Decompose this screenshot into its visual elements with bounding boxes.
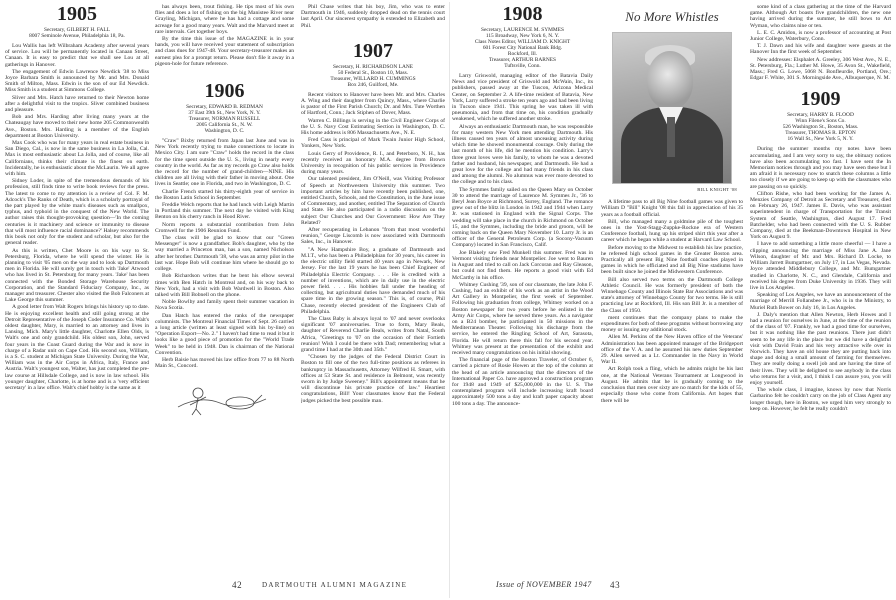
officer-line: Treasurer, ARTHUR BARNES: [488, 57, 557, 63]
note-paragraph: New addresses: Elsphalet A. Greeley, 306 West Ave., N. E., St. Petersburg, Fla.; Luther M. Howe, 35 Avon St., Wakefield, Mass.; Fred G. Lowe, 5068 N. Bonfleurdie, Portland, Ore.; Edgar F. White, 301 S. Morningside Ave., Albuquerque, N. M.: [750, 56, 891, 82]
note-paragraph: L. E. C. Amidon, is now a professor of accounting at Post Junior College, Waterbury, Conn.: [750, 29, 891, 43]
column-2: [155, 4, 294, 574]
officer-block: [750, 112, 891, 142]
officer-line: Secretary, LAURENCE M. SYMMES: [480, 27, 565, 33]
page-gutter: [449, 2, 450, 598]
class-notes: [452, 73, 593, 407]
class-notes-continued: [750, 4, 891, 81]
magazine-name: DARTMOUTH ALUMNI MAGAZINE: [262, 581, 408, 589]
note-paragraph: The financial page of the Boston Traveler, of October 6, carried a picture of Rosie Howen at the top of the column at the head of an article announcing that the directors of the International Paper Co. have approved a construction program for 1948 and 1949 of $25,000,000 in the U. S. The contemplated program will include increasing kraft board approximately 500 tons a day and kraft paper capacity about 100 tons a day. The announce-: [452, 357, 593, 407]
note-paragraph: Max Cook who was for many years in real estate business in San Diego, Cal., is now in the same business in La Jolla, Cal. Max is most enthusiastic about La Jolla, and of course, like all Californians, thinks their climate is the finest on earth. Incidentally, he is enthusiastic about the McLaurin. We all agree with him.: [5, 140, 149, 178]
class-notes-continued: [155, 4, 294, 67]
note-paragraph: has always been, trout fishing. He tips most of his own flies and does a lot of fishing on the big Manistee River near Grayling, Michigan, where he has had a cottage and some acreage for a good many years. Walt and the Marvard meet at rare intervals. Get together boys.: [155, 4, 294, 35]
officer-line: 526 Washington St., Boston, Mass.: [782, 124, 859, 131]
column-3: [301, 4, 445, 574]
note-paragraph: The class will be glad to know that our "Green Messenger" is now a grandfather. Bob's daughter, who by the way married a Princeton man, has a son, named Nicholson after her brother. Dartmouth '38, who was an army pilot in the last war. Hope Bob will continue him where he should go to college.: [155, 235, 294, 273]
class-notes: [5, 43, 149, 391]
note-paragraph: ment continues that the company plans to make the expenditures for both of these programs without borrowing any money or issuing any additional stock.: [601, 314, 743, 334]
class-year-1907: 1907: [353, 39, 393, 62]
officer-line: Rockford, Ill.: [507, 51, 538, 57]
officer-line: 2005 California St., N. W.: [196, 122, 253, 129]
note-paragraph: Bill, who managed many a goldmine pile of the toughest ones in the Yost-Stagg-Zuppke-Rockne era of Western Conference football, hung up his striped shirt this year after a career which he began while a student at Harvard Law School.: [601, 218, 743, 244]
note-paragraph: Clifton Rishe, who had been working for the James A. Menzies Company of Detroit as Secretary and Treasurer, died on February 26, 1947. James E. Davis, who was assistant superintendent in charge of Transportation for the Transit System of Seattle, Washington, died August 17. Fred Batchelder, who had been connected with the U. S. Rubber Company, died at the Beekman-Downtown Hospital in New York on August 9.: [750, 190, 891, 241]
note-paragraph: A good letter from Walt Rogers brings his history up to date. He is enjoying excellent health and still going strong at the Detroit Representative of the Joseph Coder Insurance Co. Walt's oldest daughter, Mary, is married to an attorney and lives in Lansing, Mich. Mary's little daughter, Charlotte Ellen Olds, is Walt's one and only grandchild. His oldest son, John, served four years in the Coast Guard during the War and is now in charge of a Radar unit on Cape Cod. His second son, William, is a S. C. student at Michigan State University. During the War, William was in the Air Corps in Africa, Italy, France and Austria. Walt's youngest son, Walter, has just completed the pre-law course at Hillsdale College, and is now in law school. His younger daughter, Charlotte, is at home and is a 'very efficient secretary' in a law office. Walt's chief hobby is the same as it: [5, 304, 149, 391]
officer-line: Secretary, HARRY B. FLOOD: [787, 112, 854, 119]
officer-line: Winn Filene's Sons Co.: [795, 118, 846, 125]
feature-story: [601, 199, 743, 404]
issue-date: Issue of NOVEMBER 1947: [496, 580, 592, 589]
note-paragraph: Joe Blakely saw Fred Munkell this summer. Fred was in Vermont visiting friends near Montpelier. Joe went to Bauren in August and tried to call on Jack Corcoran and Ray Gleason, but could not find them. He reports a good visit with Ed McCarthy in his office.: [452, 249, 593, 281]
officer-line: 37 East 39th St., New York, N. Y.: [188, 110, 261, 117]
note-paragraph: Charlie French started his thirty-eighth year of service in the Boston Latin School in September.: [155, 188, 294, 201]
note-paragraph: Sidney Loder, in spite of the tremendous demands of his profession, still finds time to write book reviews for the press. The latest to come to my attention is a review of Col. F. M. Adcock's The Ranks of Death, which is a scholarly portrayal of the part played by the white man's diseases such as smallpox, typhus, and typhoid in the conquest of the New World. The author raises this thought-provoking question—'In the coming centuries is it machinery and science or immunity to disease that will most influence racial dominance?' Halsey recommends this book not only for the student and scholar, but also for the general reader.: [5, 178, 149, 247]
left-page-number: 42: [232, 580, 243, 590]
officer-block: [5, 27, 149, 39]
note-paragraph: Bill also served two terms on the Dartmouth College Athletic Council. He was formerly president of both the Winnebago County and Illinois State Bar Associations and was state's attorney of Winnebago County for two terms. He is still practicing law at Rockford, Ill. His son Bill Jr. is a member of the Class of 1950.: [601, 276, 743, 314]
officer-line: 16 Wall St., New York 5, N. Y.: [787, 136, 854, 143]
note-paragraph: Bob Richardson writes that he bent his elbow several times with Ben Hatch in Montreal and, on his way back to New York, had a visit with Bob Wardwell in Boston. Also talked with Bill Bobnell on the phone.: [155, 273, 294, 298]
officer-line: 601 Forest City National Bank Bldg.: [482, 45, 563, 51]
note-paragraph: The engagement of Edwin Lawrence Newdick '38 to Miss Joyce Barbara Smith is announced by Mr. and Mrs. Donald Smith of Milton, Mass. Edwin is the son of our Ed Newdick. Miss Smith is a student at Simmons College.: [5, 68, 149, 94]
note-paragraph: Norm reports a substantial contribution from John Cromwell for the 1906 Reunion Fund.: [155, 221, 294, 234]
note-paragraph: "Chosen by the judges of the Federal District Court in Boston to fill one of the two full-time positions as referees in bankruptcy in Massachusetts, Attorney Wilfred H. Smart, with offices at 53 State St. and residence in Belmont, was recently sworn in by Judge Sweeney." Bill's appointment means that he will discontinue his private practice of law." Heartiest congratulations, Bill! Your classmates know that the Federal judges picked the best possible man.: [301, 354, 445, 404]
note-paragraph: Freddie Welch reports that he had lunch with Leigh Martin in Portland this summer. The next day he visited with King Benton on his cherry ranch in Hood River.: [155, 202, 294, 221]
note-paragraph: Louis Gerry of Providence, R. I., and Peterboro, N. H., has recently received an honorary M.A. degree from Brown University in recognition of his public services in Providence during many years.: [301, 150, 445, 176]
note-paragraph: Always an enthusiastic Dartmouth man, he was responsible for many western New York men attending Dartmouth. His illness caused ten years of almost unceasing activity during which time he showed monumental courage. Only during the last month of his life, did he mention his condition. Larry's three great loves were his family, to whom he was a devoted father and husband, his newspaper, and Dartmouth. He had a great love for the college and had many friends in his class and among the alumni. No alumnus was ever more devoted to the college and to his class.: [452, 123, 593, 186]
class-notes: [301, 92, 445, 404]
portrait-photo: [612, 32, 732, 184]
note-paragraph: During the summer months my notes have been accumulating, and I am very sorry to say, the obituary notices have also been accumulating too fast. I have sent the In Memoriam notices through and you may have seen these but I am afraid it is necessary now to snatch these columns a little too closely if we are going to keep up with the classmates who are passing on so quickly.: [750, 146, 891, 190]
note-paragraph: Warren C. Billings is serving in the Civil Engineer Corps of the U. S. Navy Cost Estimating Section in Washington, D. C. His home address is 806 Massachusetts Ave., N. E.: [301, 117, 445, 137]
officer-line: Secretary, EDWARD B. REDMAN: [186, 104, 263, 111]
note-paragraph: After recuperating in Lebanon "from that most wonderful reunion," George Liscomb is now associated with Dartmouth Sales, Inc., in Hanover.: [301, 227, 445, 246]
note-paragraph: Dan Hatch has entered the ranks of the newspaper columnists. The Montreal Financial Times of Sept. 26 carried a long article (written at least signed with his by-line) on "Operation Export—No. 2." I haven't had time to read it but it looks like a good piece of promotion for the "World Trade Week" to be held in 1948. Dan is chairman of the National Convention.: [155, 312, 294, 356]
note-paragraph: J. Daly's mention that Allen Newton, Herb Howes and I had a reunion for ourselves in June, at the time of the reunion of the class of '07. Frankly, we had a good time for ourselves, but it was nothing like the past reunions. There just didn't seem to be any life in the place but we did have a delightful visit with David Frain and his very attractive wife over in Norwich. They have an old house they are putting back into shape and doing a small amount of farming for themselves. They are really doing a swell job and are having the time of their lives. They will be delighted to see anybody in the class who returns for a visit, and, I think I can assure you, you will enjoy yourself.: [750, 311, 891, 386]
class-notes-continued: [301, 4, 445, 29]
cartoon-drawing: [170, 373, 280, 417]
note-paragraph: The Symmes family sailed on the Queen Mary on October 30 to attend the marriage of Laurence M. Symmes Jr., '36 to Beryl Jean Boyce at Richmond, Surrey, England. The romance grew out of the blitz in London in 1942 and 1944 when Larry Jr. was stationed in England with the Signal Corps. The wedding will take place in the church in Richmond on October 15, and the Symmes, including the bride and groom, will be coming back on the Queen Mary November 10. Larry Jr. is an officer of the General Petroleum Corp. (a Socony-Vacuum Company) located in San Francisco, Calif.: [452, 186, 593, 249]
class-notes: [750, 146, 891, 412]
note-paragraph: The whole class, I imagine, knows by now that Norris Garbarino felt he couldn't carry on the job of Class Agent any longer though, here in Boston, we urged him very strongly to keep on. However, he felt he really couldn't: [750, 387, 891, 412]
note-paragraph: I have to add something a little more cheerful — I have a clipping announcing the marriage of Miss Jane A. Jane Wilson, daughter of Mr. and Mrs. Richard D. Locke, to William Jarrett Bumgartner, on July 17, in Las Vegas, Nevada. Joyce attended Middlebury College, and Mr. Bumgartner studied in Charlotte, N. C., and Glendale, California and received his degree from Duke University in 1936. They will live in Los Angeles.: [750, 241, 891, 291]
note-paragraph: Fred Cass is principal of Mark Twain Junior High School, Yonkers, New York.: [301, 137, 445, 150]
note-paragraph: Our talented president, Jim O'Neill, was Visiting Professor of Speech at Northwestern University this summer. Two important articles by him have recently been published, one, entitled Church, Schools, and the Constitution, in the June issue of Commentary, and another, entitled The Separation of Church and State. He also participated in a radio discussion on the subject Our Churches and Our Government: How Are They Related?: [301, 176, 445, 226]
note-paragraph: Herb Baisie has moved his law office from 77 to 88 North Main St., Concord.: [155, 356, 294, 370]
officer-line: Treasurer, NORMAN RUSSELL: [188, 116, 261, 123]
officer-line: 115 Broadway, New York 6, N. Y.: [485, 33, 560, 39]
note-paragraph: By the time this issue of the MAGAZINE is in your hands, you will have received your statement of subscription and class dues for 1947-48. Your secretary-treasurer makes an earnest plea for a prompt return. Please don't file it away in a pigeon-hole for future reference.: [155, 36, 294, 67]
photo-caption: BILL KNIGHT '08: [697, 187, 737, 192]
column-6: [750, 4, 891, 574]
officer-block: [452, 27, 593, 69]
note-paragraph: "Craw" Bixby returned from Japan last June and was in New York recently trying to make connections to locate in Mexico City. I am sure "Craw" holds the record in the class for the time spent outside the U. S., living in nearly every country in the world. As far as my records go Craw also holds the record for the number of grand-children—NINE. His children are all living with their father in moving about. One lives in Seattle; one in Florida, and two in Washington, D. C.: [155, 138, 294, 188]
note-paragraph: Larry Griswold, managing editor of the Batavia Daily News and vice president of Griswold and McWain, Inc., its publishers, passed away at the Tuscon, Arizona Medical Center, on September 2. A life-time resident of Batavia, New York, Larry suffered a stroke ten years ago and had been living in Tucson since 1941. This spring he was taken ill with pneumonia, and from that time on, his condition gradually weakened, which he suffered another stroke.: [452, 73, 593, 123]
note-paragraph: A lifetime pass to all Big Nine football games was given to William D "Bill" Knight '08 this fall in appreciation of his 35 years as a football official.: [601, 199, 743, 218]
note-paragraph: Before moving to the Midwest to establish his law practice, he refereed high school games in the Greater Boston area. Practically all present Big Nine football coaches played in games in which he officiated and all Big Nine stadiums have been built since he joined the Midwestern Conference.: [601, 244, 743, 276]
note-paragraph: Lou Wallis has left Wilbraham Academy after several years of service. Lou will be permanently located in Canaan Street, Canaan. It is easy to predict that we shall see Lou at all gatherings in Hanover.: [5, 43, 149, 68]
officer-line: Secretary, GILBERT H. FALL: [43, 27, 111, 33]
column-1: [5, 4, 149, 574]
officer-line: Treasurer, THOMAS R. EPTON: [785, 130, 856, 137]
note-paragraph: Sliver and Mrs. Hatch have returned to their Newton home after a delightful visit to the tropics. Sliver combined business and pleasure.: [5, 94, 149, 114]
note-paragraph: Bob and Mrs. Harding after living many years at the Chateaugay have moved to their new home 205 Commonwealth Ave., Boston. Mrs. Harding is a member of the English department at Boston University.: [5, 114, 149, 139]
officer-line: Treasurer, WILLARD H. CUMMINGS: [330, 75, 416, 82]
officer-line: 50 Federal St., Boston 10, Mass.: [337, 69, 409, 76]
officer-line: Box 246, Guilford, Me.: [347, 81, 399, 88]
officer-line: Secretary, H. RICHARDSON LANE: [332, 63, 414, 70]
note-paragraph: Art Rolph took a fling, which he admits might be his last one, at the National Veterans Tournament at Longwood in August. He admits that he is gradually coming to the conclusion that men over sixty are no match for the kids of 55, especially those who come from California. Art hopes that there will be: [601, 366, 743, 404]
column-4: [452, 4, 593, 574]
class-year-1905: 1905: [57, 4, 97, 25]
note-paragraph: Recent visitors to Hanover have been Mr. and Mrs. Charles A. Wing and their daughter from Quincy, Mass., where Charlie is pastor of the First Parish Church; Dr. and Mrs. Tute Worthen of Hartford, Conn.; Jack Stiphen of Dover, Mass.: [301, 91, 445, 117]
officer-block: [155, 104, 294, 134]
right-page-number: 43: [610, 580, 621, 590]
column-5: [601, 4, 743, 574]
note-paragraph: T. J. Dawn and his wife and daughter were guests at the Hanover Inn the first week of September.: [750, 43, 891, 56]
note-paragraph: The Class Baby is always loyal to '07 and never overlooks significant '07 anniversaries. True to form, Mary Beals, daughter of Reverend Charlie Beals, writes from Natal, South Africa, "Greetings to '07 on the occasion of their Fortieth reunion! Wish I could be there with Dad; remembering what a grand time I had at the 30th and 35th.": [301, 315, 445, 353]
officer-line: Washington, D. C.: [204, 128, 245, 135]
note-paragraph: "A New Hampshire Boy, a graduate of Dartmouth and M.I.T., who has been a Philadelphian for 30 years, his career in the electric utility field started 40 years ago in Newark, New Jersey. For the last 19 years he has been Chief Engineer of Philadelphia Electric Company. . . . He is credited with a number of inventions, which are in daily use in the electric power field. . . . His hobbies fall under the heading of collecting, but agricultural duties have demanded much of his spare time in the growing season." This is, of course, Phil Chase, recently elected president of the Engineers Club of Philadelphia.: [301, 246, 445, 315]
class-year-1906: 1906: [204, 80, 245, 103]
note-paragraph: Allen M. Perkins of the New Haven office of the Veterans' Administration has been appointed manager of the Bridgeport office of the V. A. and he assumed his new duties September 29. Allen served as a Lt. Commander in the Navy in World War II.: [601, 334, 743, 366]
class-notes: [155, 138, 294, 369]
note-paragraph: Speaking of Los Angeles, we have an announcement of the marriage of Merrill Follansbee Jr., who is in the Ministry, to Muriel Ruth Bower on July 16, in Los Angeles.: [750, 292, 891, 311]
note-paragraph: Phil Chase writes that his boy, Jim, who was to enter Dartmouth in 1946, suddenly dropped dead on the tennis court last April. Our sincerest sympathy is extended to Elizabeth and Phil.: [301, 4, 445, 29]
note-paragraph: Whitney Cushing '39, son of our classmate, the late John F. Cushing, had an exhibit of his work as an artist in the Wood Art Gallery in Montpelier, the first week of September. Following his graduation from college, Whitney worked on a Boston newspaper for two years before he enlisted in the Army Air Corps, where he served three years. As a navigator on a B24 bomber, he participated in 50 missions in the Mediterranean Theater. Following his discharge from the service, he entered the Ringling School of Art, Sarasota, Florida. He will return there this fall for his second year. Whitney was present at the presentation of the exhibit and received many congratulations on his initial showing.: [452, 281, 593, 356]
officer-line: 8007 Seminole Avenue, Philadelphia 18, Pa.: [29, 33, 125, 39]
class-year-1909: 1909: [800, 88, 841, 111]
note-paragraph: Noble Bowlby and family spent their summer vacation in Nova Scotia.: [155, 299, 294, 312]
note-paragraph: some kind of a class gathering at the time of the Harvard game. Although Art boasts five grandchildren, the new one having arrived during the summer, he still bows to Art Wyman, who claims nine or ten.: [750, 4, 891, 29]
officer-line: Tuftsville, Conn.: [504, 63, 541, 69]
officer-block: [301, 64, 445, 88]
feature-headline: No More Whistles: [625, 9, 719, 24]
officer-line: Class Notes Editor, WILLIAM D. KNIGHT: [474, 39, 571, 45]
class-year-1908: 1908: [502, 4, 543, 25]
note-paragraph: As this is written, Chet Moore is on his way to St. Petersburg, Florida, where he will spend the winter. He is planning to visit '05 men on the way and to look up Dartmouth men in Florida. He will surely get in touch with 'Jake' Atwood who has lived in St. Petersburg for many years. 'Jake' has been connected with the Bonded Storage Warehouse Security Corporation, and the Standard Fiduciary Company, Inc., as manager and treasurer. Chester also visited the Bob Falconers at Lake George this summer.: [5, 247, 149, 304]
